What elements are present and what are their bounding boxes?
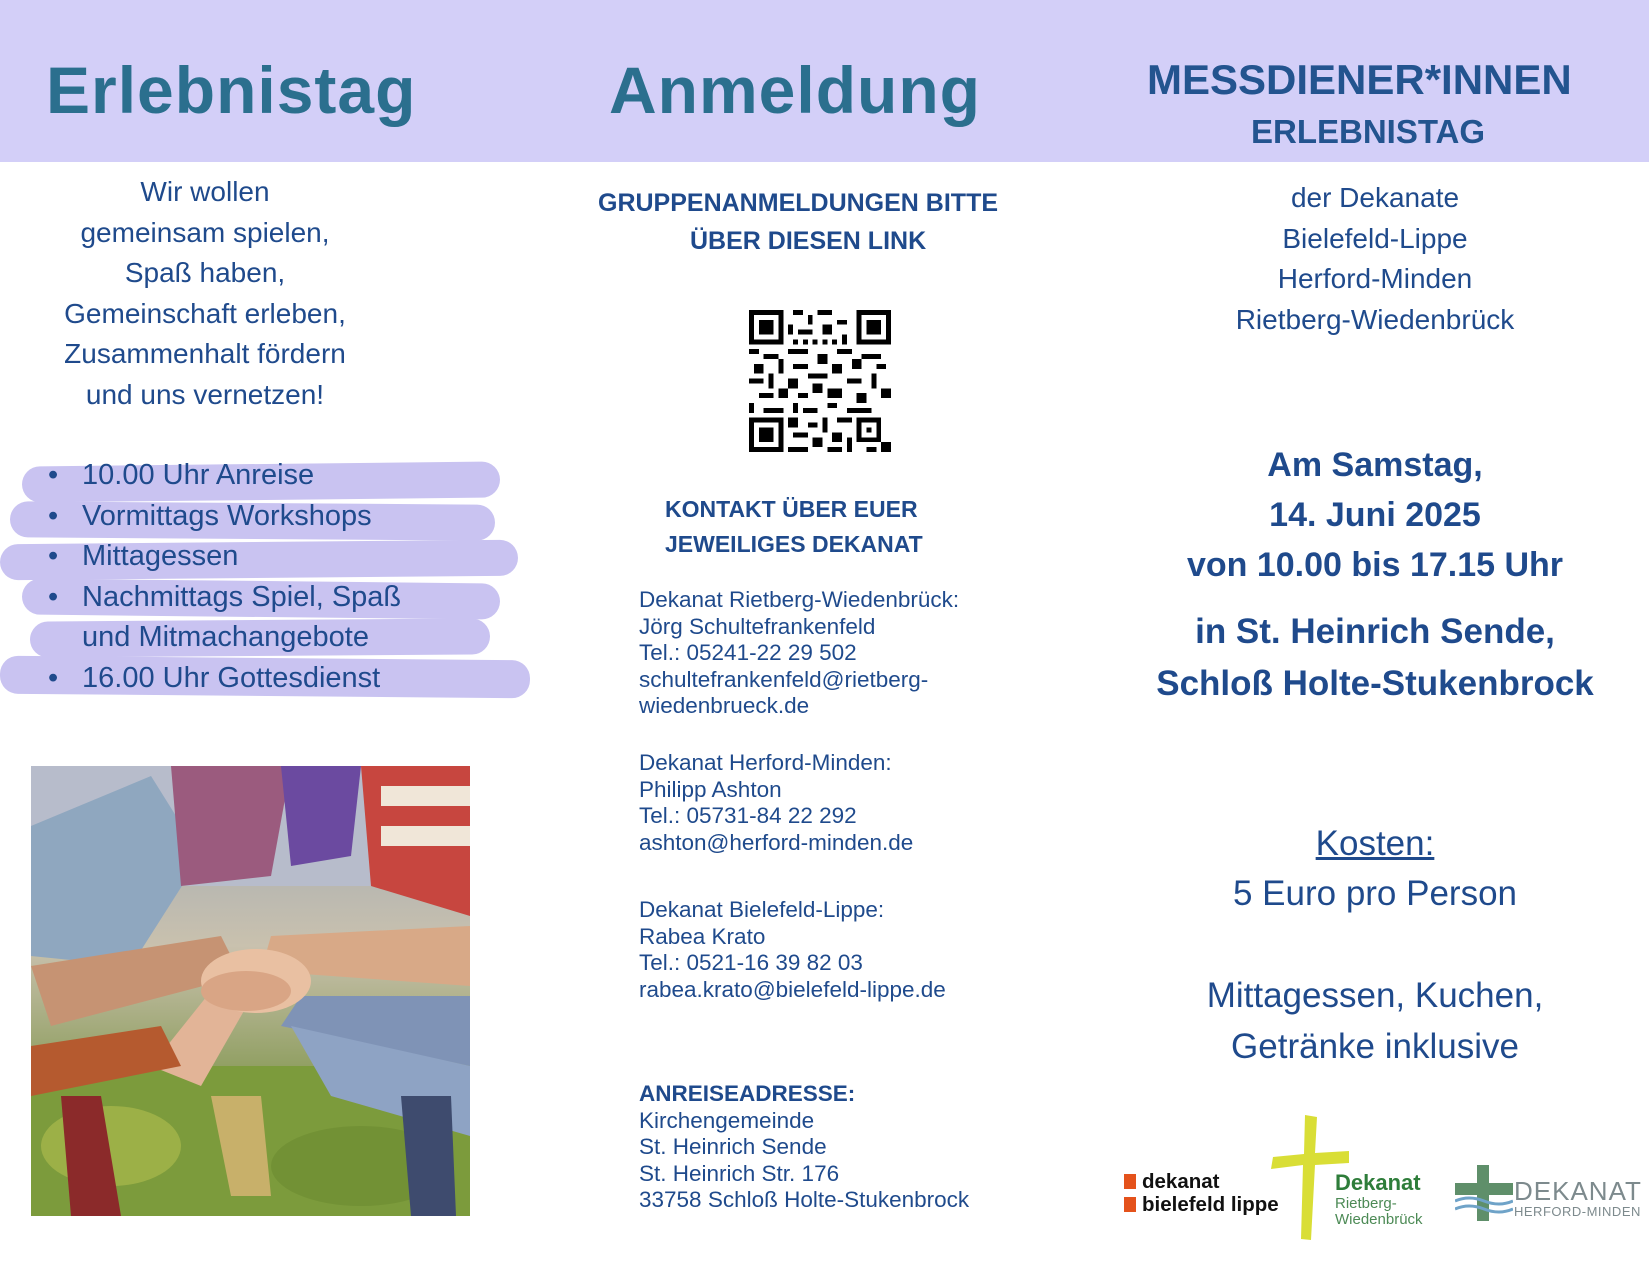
arrival-address bbox=[639, 1081, 969, 1214]
intro-line: Zusammenhalt fördern bbox=[64, 338, 346, 369]
stacked-hands-photo bbox=[31, 766, 470, 1216]
date-line: 14. Juni 2025 bbox=[1269, 496, 1481, 534]
address-line: St. Heinrich Sende bbox=[639, 1134, 827, 1159]
herford-minden-cross-icon bbox=[1455, 1165, 1513, 1221]
dekanat-herford-minden-logo bbox=[1514, 1178, 1642, 1219]
logo-subtitle: Wiedenbrück bbox=[1335, 1211, 1423, 1228]
contact-bielefeld bbox=[639, 897, 946, 1003]
contact-head-line1: KONTAKT ÜBER EUER bbox=[665, 496, 918, 522]
contact-phone: Tel.: 05241-22 29 502 bbox=[639, 640, 857, 665]
place-line: in St. Heinrich Sende, bbox=[1195, 612, 1555, 651]
contact-herford bbox=[639, 750, 913, 856]
logo-text: bielefeld lippe bbox=[1142, 1193, 1279, 1216]
intro-line: Spaß haben, bbox=[124, 257, 286, 288]
date-line: von 10.00 bis 17.15 Uhr bbox=[1186, 546, 1564, 584]
intro-line: Wir wollen bbox=[140, 176, 270, 207]
intro-text bbox=[20, 172, 390, 415]
dekanat-bielefeld-lippe-logo bbox=[1124, 1170, 1279, 1216]
inclusion-line: Getränke inklusive bbox=[1231, 1027, 1519, 1066]
costs-inclusions bbox=[1100, 970, 1649, 1072]
registration-line2: ÜBER DIESEN LINK bbox=[690, 227, 927, 255]
event-date bbox=[1100, 440, 1649, 590]
contact-email-link-continued[interactable]: wiedenbrueck.de bbox=[639, 693, 810, 718]
logo-subtitle: HERFORD-MINDEN bbox=[1514, 1204, 1641, 1219]
right-title-line1: MESSDIENER*INNEN bbox=[1147, 56, 1572, 103]
dekanate-list bbox=[1100, 178, 1649, 340]
costs-value: 5 Euro pro Person bbox=[1232, 874, 1518, 913]
contact-dekanat: Dekanat Herford-Minden: bbox=[639, 750, 892, 775]
dekanate-line: Bielefeld-Lippe bbox=[1282, 222, 1468, 254]
schedule-item-continued: und Mitmachangebote bbox=[82, 621, 369, 653]
logo-title: DEKANAT bbox=[1514, 1176, 1642, 1206]
intro-line: und uns vernetzen! bbox=[85, 378, 325, 410]
contact-name: Jörg Schultefrankenfeld bbox=[639, 613, 876, 639]
schedule-item: • Vormittags Workshops bbox=[30, 496, 401, 537]
logo-title: Dekanat bbox=[1335, 1170, 1421, 1195]
address-label: ANREISEADRESSE: bbox=[639, 1081, 856, 1106]
schedule-item: • Mittagessen bbox=[30, 536, 401, 577]
schedule-item: • 10.00 Uhr Anreise bbox=[30, 455, 401, 496]
dekanat-rietberg-wiedenbrueck-logo bbox=[1335, 1170, 1423, 1228]
contact-email-link[interactable]: schultefrankenfeld@rietberg- bbox=[639, 666, 929, 692]
orange-square-icon bbox=[1124, 1174, 1136, 1189]
dekanate-line: Rietberg-Wiedenbrück bbox=[1235, 303, 1515, 335]
address-line: Kirchengemeinde bbox=[639, 1107, 815, 1133]
costs-label: Kosten: bbox=[1315, 824, 1435, 863]
contact-head-line2: JEWEILIGES DEKANAT bbox=[665, 531, 923, 557]
contact-name: Philipp Ashton bbox=[639, 776, 782, 802]
schedule-item: • Nachmittags Spiel, Spaß bbox=[30, 577, 401, 618]
photo-illustration bbox=[31, 766, 470, 1216]
dekanate-line: Herford-Minden bbox=[1277, 263, 1473, 294]
left-title: Erlebnistag bbox=[46, 53, 417, 127]
logo-text: dekanat bbox=[1142, 1170, 1220, 1193]
intro-line: Gemeinschaft erleben, bbox=[64, 297, 346, 329]
contact-name: Rabea Krato bbox=[639, 923, 766, 949]
contact-dekanat: Dekanat Rietberg-Wiedenbrück: bbox=[639, 587, 960, 612]
contact-dekanat: Dekanat Bielefeld-Lippe: bbox=[639, 897, 885, 922]
contact-phone: Tel.: 05731-84 22 292 bbox=[639, 803, 857, 828]
registration-line1: GRUPPENANMELDUNGEN BITTE bbox=[598, 189, 999, 217]
contact-email-link[interactable]: ashton@herford-minden.de bbox=[639, 829, 914, 855]
intro-line: gemeinsam spielen, bbox=[80, 216, 330, 248]
place-line: Schloß Holte-Stukenbrock bbox=[1156, 664, 1594, 703]
orange-square-icon bbox=[1124, 1197, 1136, 1212]
right-title-line2: ERLEBNISTAG bbox=[1251, 113, 1486, 150]
logo-subtitle: Rietberg- bbox=[1335, 1195, 1397, 1212]
contact-rietberg bbox=[639, 587, 959, 720]
event-place bbox=[1100, 606, 1649, 710]
address-line: 33758 Schloß Holte-Stukenbrock bbox=[639, 1187, 970, 1212]
inclusion-line: Mittagessen, Kuchen, bbox=[1206, 976, 1544, 1015]
schedule-list bbox=[30, 455, 401, 698]
contact-phone: Tel.: 0521-16 39 82 03 bbox=[639, 950, 863, 975]
date-line: Am Samstag, bbox=[1267, 446, 1483, 484]
qr-code-icon[interactable] bbox=[749, 310, 891, 452]
address-line: St. Heinrich Str. 176 bbox=[639, 1160, 840, 1186]
contact-email-link[interactable]: rabea.krato@bielefeld-lippe.de bbox=[639, 976, 946, 1002]
dekanate-line: der Dekanate bbox=[1290, 182, 1460, 213]
schedule-item: • 16.00 Uhr Gottesdienst bbox=[30, 658, 401, 699]
center-title: Anmeldung bbox=[609, 53, 981, 127]
